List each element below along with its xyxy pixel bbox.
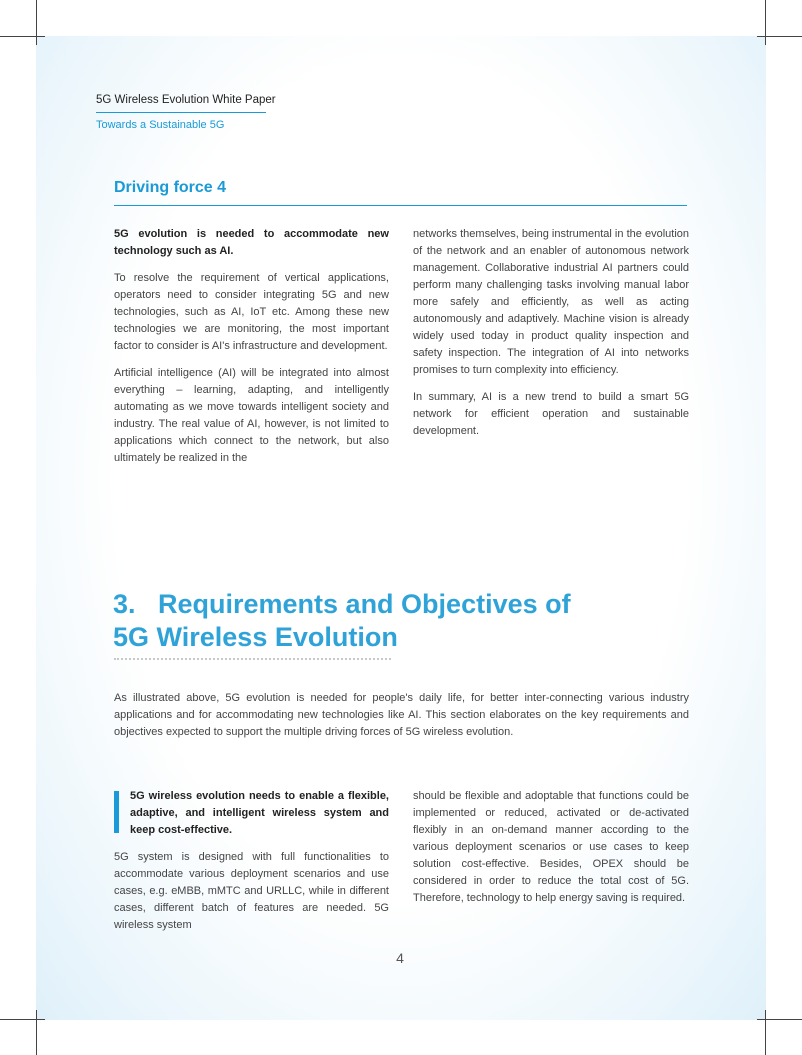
header-divider	[96, 112, 266, 113]
paragraph: networks themselves, being instrumental in the evolution of the network and an enabler of autonomous network management. Collaborative industrial AI partners could perform many challenging tasks involving manual labor more safely and efficiently, as well as acting autonomously and adaptively. Machine vision is already widely used today in product quality inspection and safety inspection. The integration of AI into networks promises to turn complexity into efficiency.	[413, 228, 689, 376]
crop-mark-bottom-left	[36, 1010, 37, 1055]
crop-mark-top-left	[36, 0, 37, 45]
section-intro: As illustrated above, 5G evolution is needed for people's daily life, for better inter-connecting various industry applications and for accommodating new technologies like AI. This section elaborates on the key requirements and objectives expected to support the multiple driving forces of 5G wireless evolution.	[114, 692, 689, 738]
section-number: 3.	[113, 589, 136, 619]
section-title	[113, 588, 571, 654]
paragraph: To resolve the requirement of vertical applications, operators need to consider integrating 5G and new technologies, such as AI, IoT etc. Among these new technologies we are monitoring, the most important factor to consider is AI's infrastructure and development.	[114, 272, 389, 352]
paragraph: Artificial intelligence (AI) will be integrated into almost everything – learning, adapting, and intelligently automating as we move towards intelligent society and industry. The real value of AI, however, is not limited to applications which connect to the network, but also ultimately be realized in the	[114, 367, 389, 464]
crop-mark-top-left	[0, 36, 45, 37]
paragraph: 5G system is designed with full functionalities to accommodate various deployment scenarios and use cases, e.g. eMBB, mMTC and URLLC, while in different cases, different batch of features are needed. 5G wireless system	[114, 851, 389, 931]
document-title: 5G Wireless Evolution White Paper	[96, 94, 276, 106]
paragraph: should be flexible and adoptable that functions could be implemented or reduced, activated or de-activated flexibly in an on-demand manner according to the various deployment scenarios or use cases to keep solution cost-effective. Besides, OPEX should be considered in order to reduce the total cost of 5G. Therefore, technology to help energy saving is required.	[413, 790, 689, 904]
crop-mark-bottom-right	[757, 1019, 802, 1020]
section-left-column	[114, 788, 389, 944]
crop-mark-top-right	[757, 36, 802, 37]
page-number: 4	[396, 950, 404, 966]
driving-force-left-column	[114, 226, 389, 477]
driving-force-divider	[114, 205, 687, 206]
paragraph: In summary, AI is a new trend to build a smart 5G network for efficient operation and sustainable development.	[413, 391, 689, 437]
driving-force-right-column	[413, 226, 689, 450]
crop-mark-bottom-right	[765, 1010, 766, 1055]
driving-force-heading: Driving force 4	[114, 179, 227, 196]
crop-mark-top-right	[765, 0, 766, 45]
driving-force-lead: 5G evolution is needed to accommodate new technology such as AI.	[114, 228, 389, 257]
section-title-line1: Requirements and Objectives of	[158, 589, 571, 619]
crop-mark-bottom-left	[0, 1019, 45, 1020]
section-right-column	[413, 788, 689, 917]
section-title-line2: 5G Wireless Evolution	[113, 622, 398, 652]
section-title-underline	[114, 658, 391, 660]
document-subtitle: Towards a Sustainable 5G	[96, 119, 225, 131]
subsection-heading: 5G wireless evolution needs to enable a flexible, adaptive, and intelligent wireless system and keep cost-effective.	[130, 790, 389, 836]
